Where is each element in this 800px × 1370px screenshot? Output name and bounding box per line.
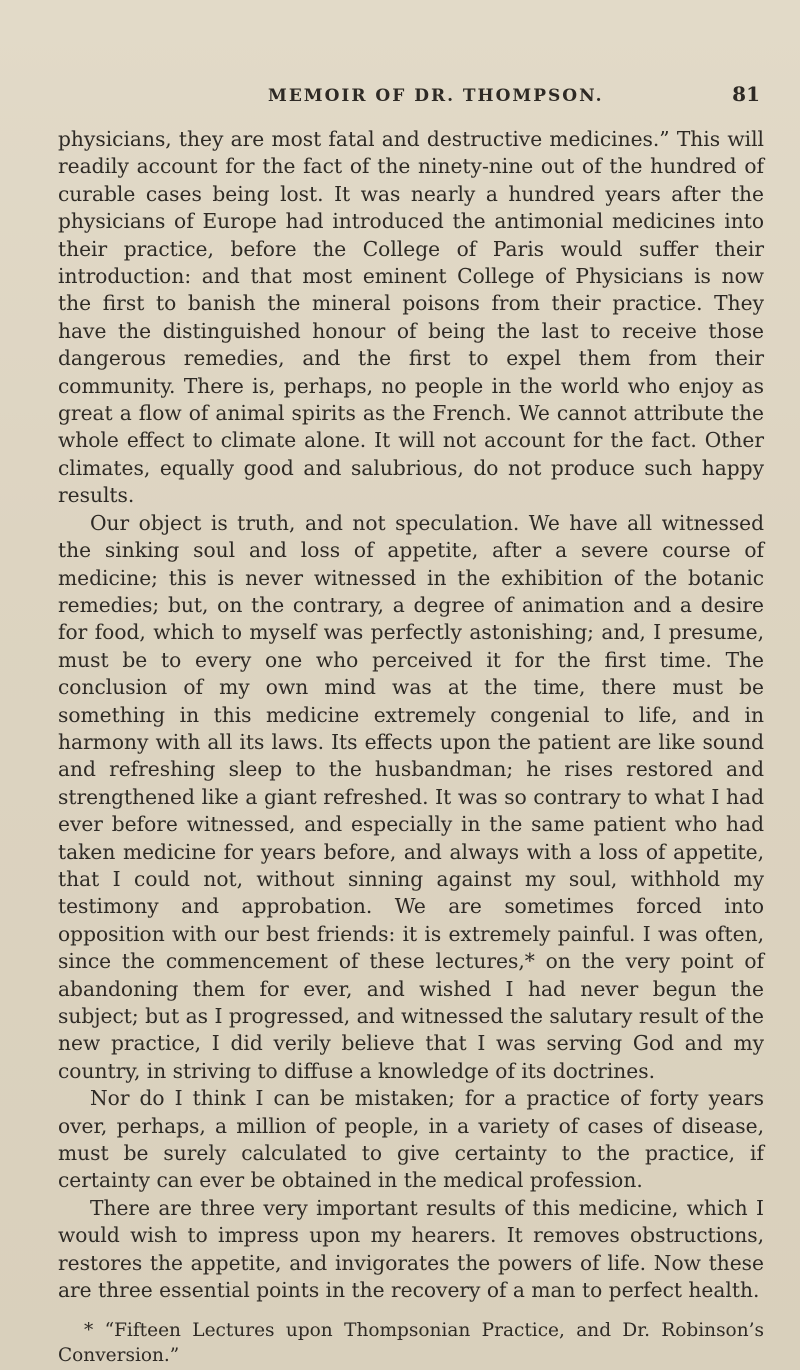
paragraph-nor-do-i-think: Nor do I think I can be mistaken; for a practice of forty years over, perhaps, a million of people, in a variety of cases of disease, must be surely calculated to give certainty to the practice, if certainty can ever be obtained in the medical profession. <box>58 1086 764 1193</box>
footnote: * “Fifteen Lectures upon Thompsonian Practice, and Dr. Robinson’s Conversion.” <box>58 1320 764 1367</box>
paragraph-three-results: There are three very important results of this medicine, which I would wish to impress upon my hearers. It removes obstructions, restores the appetite, and invigorates the powers of life. Now these are three essential points in the recovery of a man to perfect health. <box>58 1195 764 1303</box>
paragraph-continued: physicians, they are most fatal and destructive medicines.” This will readily account for the fact of the ninety-nine out of the hundred of curable cases being lost. It was nearly a hundred years after the physicians of Europe had introduced the antimonial medicines into their practice, before the College of Paris would suffer their introduction: and that most eminent College of Physicians is now the first to banish the mineral poisons from their practice. They have the distinguished honour of being the last to receive those dangerous remedies, and the first to expel them from their community. There is, perhaps, no people in the world who enjoy as great a flow of animal spirits as the French. We cannot attribute the whole effect to climate alone. It will not account for the fact. Other climates, equally good and salubrious, do not produce such happy results. <box>58 127 764 508</box>
page-header <box>58 82 764 116</box>
paragraph-our-object: Our object is truth, and not speculation. We have all witnessed the sinking soul and loss of appetite, after a severe course of medicine; this is never witnessed in the exhibition of the botanic remedies; but, on the contrary, a degree of animation and a desire for food, which to myself was perfectly astonishing; and, I presume, must be to every one who perceived it for the first time. The conclusion of my own mind was at the time, there must be something in this medicine extremely congenial to life, and in harmony with all its laws. Its effects upon the patient are like sound and refreshing sleep to the husbandman; he rises restored and strengthened like a giant refreshed. It was so contrary to what I had ever before witnessed, and especially in the same patient who had taken medicine for years before, and always with a loss of appetite, that I could not, without sinning against my soul, withhold my testimony and approbation. We are sometimes forced into opposition with our best friends: it is extremely painful. I was often, since the commencement of these lectures,* on the very point of abandoning them for ever, and wished I had never begun the subject; but as I progressed, and witnessed the salutary result of the new practice, I did verily believe that I was serving God and my country, in striving to diffuse a knowledge of its doctrines. <box>58 510 764 1083</box>
page-number: 81 <box>732 82 760 106</box>
running-head: MEMOIR OF DR. THOMPSON. <box>268 86 604 106</box>
